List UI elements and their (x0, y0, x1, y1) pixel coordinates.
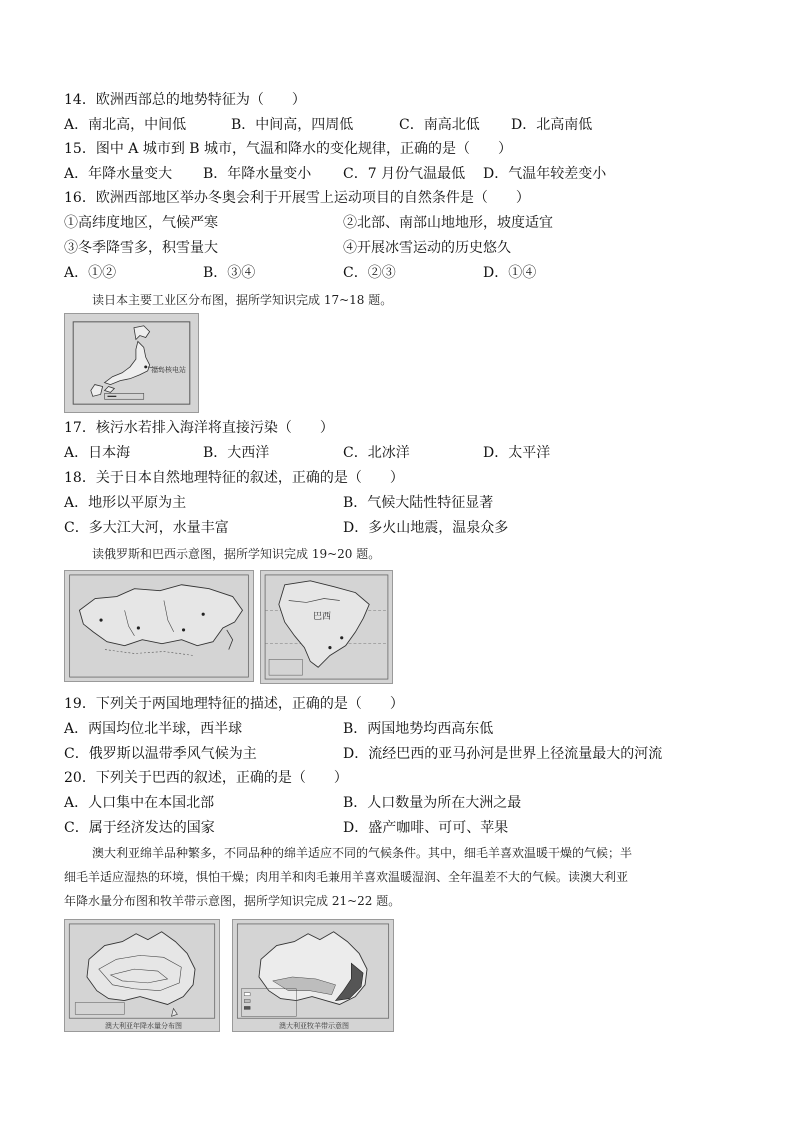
fukushima-label: 福岛核电站 (151, 366, 186, 374)
q16-statement-4: ④开展冰雪运动的历史悠久 (343, 240, 511, 256)
australia-sheep-caption: 澳大利亚牧羊带示意图 (279, 1022, 349, 1030)
russia-map (64, 570, 254, 682)
q15-option-a[interactable]: A．年降水量变大 (64, 166, 173, 182)
q16-option-c[interactable]: C．②③ (343, 265, 396, 281)
q14-option-b[interactable]: B．中间高，四周低 (231, 117, 354, 133)
question-20-stem: 20．下列关于巴西的叙述，正确的是（ ） (64, 770, 348, 786)
question-15-stem: 15．图中 A 城市到 B 城市，气温和降水的变化规律，正确的是（ ） (64, 141, 513, 157)
question-16-stem: 16．欧洲西部地区举办冬奥会利于开展雪上运动项目的自然条件是（ ） (64, 190, 530, 206)
japan-industrial-map (64, 313, 199, 413)
q14-option-a[interactable]: A．南北高，中间低 (64, 117, 187, 133)
question-17-stem: 17．核污水若排入海洋将直接污染（ ） (64, 420, 334, 436)
q16-option-b[interactable]: B．③④ (203, 265, 256, 281)
q20-option-c[interactable]: C．属于经济发达的国家 (64, 820, 215, 836)
q17-option-a[interactable]: A．日本海 (64, 445, 131, 461)
australia-intro-line-3: 年降水量分布图和牧羊带示意图，据所学知识完成 21~22 题。 (64, 894, 401, 908)
q16-statement-2: ②北部、南部山地地形，坡度适宜 (343, 215, 553, 231)
russia-brazil-intro: 读俄罗斯和巴西示意图，据所学知识完成 19~20 题。 (92, 547, 381, 561)
q20-option-d[interactable]: D．盛产咖啡、可可、苹果 (343, 820, 509, 836)
brazil-map-graphic (261, 571, 392, 683)
japan-map-graphic (65, 314, 198, 412)
q19-option-c[interactable]: C．俄罗斯以温带季风气候为主 (64, 746, 257, 762)
question-18-stem: 18．关于日本自然地理特征的叙述，正确的是（ ） (64, 470, 404, 486)
q15-option-c[interactable]: C．7 月份气温最低 (343, 166, 466, 182)
q19-option-a[interactable]: A．两国均位北半球，西半球 (64, 721, 243, 737)
q18-option-d[interactable]: D．多火山地震，温泉众多 (343, 520, 509, 536)
q20-option-b[interactable]: B．人口数量为所在大洲之最 (343, 795, 522, 811)
q16-statement-1: ①高纬度地区，气候严寒 (64, 215, 218, 231)
japan-intro: 读日本主要工业区分布图，据所学知识完成 17~18 题。 (92, 293, 393, 307)
q17-option-d[interactable]: D．太平洋 (483, 445, 551, 461)
q20-option-a[interactable]: A．人口集中在本国北部 (64, 795, 215, 811)
russia-map-graphic (65, 571, 253, 681)
q15-option-d[interactable]: D．气温年较差变小 (483, 166, 607, 182)
australia-intro-line-1: 澳大利亚绵羊品种繁多，不同品种的绵羊适应不同的气候条件。其中，细毛羊喜欢温暖干燥的气候；半 (92, 846, 633, 860)
australia-rainfall-map (64, 919, 220, 1032)
q14-option-c[interactable]: C．南高北低 (399, 117, 480, 133)
q14-option-d[interactable]: D．北高南低 (511, 117, 593, 133)
q15-option-b[interactable]: B．年降水量变小 (203, 166, 312, 182)
brazil-label: 巴西 (313, 612, 332, 622)
australia-sheep-belt-map (232, 919, 394, 1032)
q17-option-c[interactable]: C．北冰洋 (343, 445, 410, 461)
q18-option-a[interactable]: A．地形以平原为主 (64, 495, 187, 511)
australia-sheep-graphic (233, 920, 393, 1031)
q19-option-b[interactable]: B．两国地势均西高东低 (343, 721, 494, 737)
q16-statement-3: ③冬季降雪多，积雪量大 (64, 240, 218, 256)
q16-option-d[interactable]: D．①④ (483, 265, 537, 281)
q18-option-c[interactable]: C．多大江大河，水量丰富 (64, 520, 229, 536)
q16-option-a[interactable]: A．①② (64, 265, 117, 281)
australia-intro-line-2: 细毛羊适应湿热的环境，惧怕干燥；肉用羊和肉毛兼用羊喜欢温暖湿润、全年温差不大的气候。读澳大利亚 (64, 870, 629, 884)
brazil-map (260, 570, 393, 684)
q18-option-b[interactable]: B．气候大陆性特征显著 (343, 495, 494, 511)
q19-option-d[interactable]: D．流经巴西的亚马孙河是世界上径流量最大的河流 (343, 746, 663, 762)
australia-rainfall-caption: 澳大利亚年降水量分布图 (105, 1022, 182, 1030)
question-19-stem: 19．下列关于两国地理特征的描述，正确的是（ ） (64, 696, 404, 712)
q17-option-b[interactable]: B．大西洋 (203, 445, 270, 461)
australia-rainfall-graphic (65, 920, 219, 1031)
question-14-stem: 14．欧洲西部总的地势特征为（ ） (64, 92, 306, 108)
